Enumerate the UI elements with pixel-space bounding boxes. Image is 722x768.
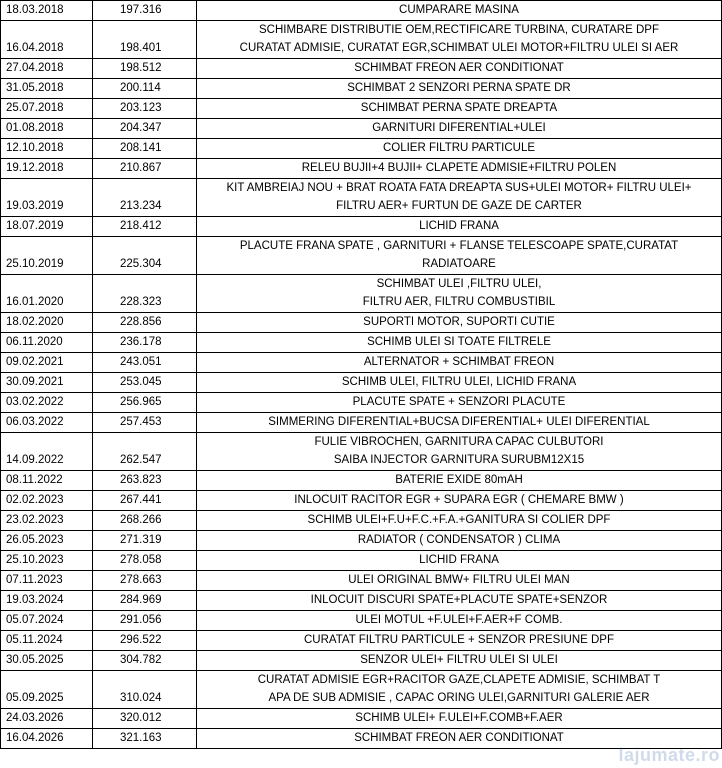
description-cell: PLACUTE FRANA SPATE , GARNITURI + FLANSE TELESCOAPE SPATE,CURATAT RADIATOARE — [197, 237, 722, 275]
date-cell: 14.09.2022 — [1, 433, 93, 471]
description-cell: PLACUTE SPATE + SENZORI PLACUTE — [197, 393, 722, 413]
mileage-cell: 271.319 — [93, 531, 197, 551]
description-cell: INLOCUIT DISCURI SPATE+PLACUTE SPATE+SENZOR — [197, 591, 722, 611]
mileage-cell: 228.856 — [93, 313, 197, 333]
description-cell: ULEI ORIGINAL BMW+ FILTRU ULEI MAN — [197, 571, 722, 591]
description-cell: SUPORTI MOTOR, SUPORTI CUTIE — [197, 313, 722, 333]
description-cell: KIT AMBREIAJ NOU + BRAT ROATA FATA DREAPTA SUS+ULEI MOTOR+ FILTRU ULEI+ FILTRU AER+ FURTUN DE GAZE DE CARTER — [197, 179, 722, 217]
mileage-cell: 256.965 — [93, 393, 197, 413]
table-row — [1, 433, 722, 471]
date-cell: 25.10.2019 — [1, 237, 93, 275]
description-cell: INLOCUIT RACITOR EGR + SUPARA EGR ( CHEMARE BMW ) — [197, 491, 722, 511]
date-cell: 02.02.2023 — [1, 491, 93, 511]
mileage-cell: 210.867 — [93, 159, 197, 179]
date-cell: 01.08.2018 — [1, 119, 93, 139]
description-cell: RELEU BUJII+4 BUJII+ CLAPETE ADMISIE+FILTRU POLEN — [197, 159, 722, 179]
table-row — [1, 59, 722, 79]
date-cell: 03.02.2022 — [1, 393, 93, 413]
date-cell: 16.04.2018 — [1, 21, 93, 59]
description-cell: SCHIMBAT PERNA SPATE DREAPTA — [197, 99, 722, 119]
date-cell: 19.03.2019 — [1, 179, 93, 217]
date-cell: 06.11.2020 — [1, 333, 93, 353]
date-cell: 26.05.2023 — [1, 531, 93, 551]
description-cell: CURATAT ADMISIE EGR+RACITOR GAZE,CLAPETE ADMISIE, SCHIMBAT T APA DE SUB ADMISIE , CAPAC ORING ULEI,GARNITURI GALERIE AER — [197, 671, 722, 709]
description-cell: CUMPARARE MASINA — [197, 1, 722, 21]
table-row — [1, 611, 722, 631]
table-row — [1, 119, 722, 139]
mileage-cell: 197.316 — [93, 1, 197, 21]
mileage-cell: 203.123 — [93, 99, 197, 119]
description-cell: LICHID FRANA — [197, 551, 722, 571]
table-row — [1, 571, 722, 591]
mileage-cell: 204.347 — [93, 119, 197, 139]
table-row — [1, 631, 722, 651]
table-row — [1, 729, 722, 749]
table-row — [1, 333, 722, 353]
description-cell: SCHIMB ULEI+F.U+F.C.+F.A.+GANITURA SI COLIER DPF — [197, 511, 722, 531]
description-cell: SCHIMBAT 2 SENZORI PERNA SPATE DR — [197, 79, 722, 99]
description-cell: SCHIMB ULEI+ F.ULEI+F.COMB+F.AER — [197, 709, 722, 729]
description-cell: ALTERNATOR + SCHIMBAT FREON — [197, 353, 722, 373]
table-row — [1, 179, 722, 217]
service-log-body — [1, 1, 722, 749]
date-cell: 19.12.2018 — [1, 159, 93, 179]
date-cell: 05.07.2024 — [1, 611, 93, 631]
date-cell: 24.03.2026 — [1, 709, 93, 729]
description-cell: SCHIMB ULEI, FILTRU ULEI, LICHID FRANA — [197, 373, 722, 393]
description-cell: RADIATOR ( CONDENSATOR ) CLIMA — [197, 531, 722, 551]
table-row — [1, 159, 722, 179]
mileage-cell: 320.012 — [93, 709, 197, 729]
description-cell: FULIE VIBROCHEN, GARNITURA CAPAC CULBUTORI SAIBA INJECTOR GARNITURA SURUBM12X15 — [197, 433, 722, 471]
date-cell: 16.01.2020 — [1, 275, 93, 313]
table-row — [1, 353, 722, 373]
table-row — [1, 671, 722, 709]
date-cell: 08.11.2022 — [1, 471, 93, 491]
date-cell: 19.03.2024 — [1, 591, 93, 611]
mileage-cell: 262.547 — [93, 433, 197, 471]
date-cell: 27.04.2018 — [1, 59, 93, 79]
date-cell: 09.02.2021 — [1, 353, 93, 373]
mileage-cell: 200.114 — [93, 79, 197, 99]
mileage-cell: 278.058 — [93, 551, 197, 571]
mileage-cell: 228.323 — [93, 275, 197, 313]
table-row — [1, 551, 722, 571]
description-cell: SCHIMBAT ULEI ,FILTRU ULEI, FILTRU AER, FILTRU COMBUSTIBIL — [197, 275, 722, 313]
table-row — [1, 139, 722, 159]
site-watermark: lajumate.ro — [618, 745, 720, 765]
table-row — [1, 471, 722, 491]
mileage-cell: 253.045 — [93, 373, 197, 393]
description-cell: BATERIE EXIDE 80mAH — [197, 471, 722, 491]
table-row — [1, 237, 722, 275]
date-cell: 18.02.2020 — [1, 313, 93, 333]
table-row — [1, 21, 722, 59]
description-cell: SCHIMBAT FREON AER CONDITIONAT — [197, 59, 722, 79]
table-row — [1, 709, 722, 729]
table-row — [1, 373, 722, 393]
date-cell: 31.05.2018 — [1, 79, 93, 99]
date-cell: 12.10.2018 — [1, 139, 93, 159]
date-cell: 25.07.2018 — [1, 99, 93, 119]
description-cell: SIMMERING DIFERENTIAL+BUCSA DIFERENTIAL+ ULEI DIFERENTIAL — [197, 413, 722, 433]
mileage-cell: 304.782 — [93, 651, 197, 671]
table-row — [1, 393, 722, 413]
mileage-cell: 296.522 — [93, 631, 197, 651]
date-cell: 07.11.2023 — [1, 571, 93, 591]
table-row — [1, 531, 722, 551]
date-cell: 18.03.2018 — [1, 1, 93, 21]
date-cell: 23.02.2023 — [1, 511, 93, 531]
description-cell: LICHID FRANA — [197, 217, 722, 237]
description-cell: SCHIMB ULEI SI TOATE FILTRELE — [197, 333, 722, 353]
mileage-cell: 218.412 — [93, 217, 197, 237]
date-cell: 30.09.2021 — [1, 373, 93, 393]
mileage-cell: 291.056 — [93, 611, 197, 631]
description-cell: GARNITURI DIFERENTIAL+ULEI — [197, 119, 722, 139]
mileage-cell: 310.024 — [93, 671, 197, 709]
table-row — [1, 491, 722, 511]
mileage-cell: 236.178 — [93, 333, 197, 353]
table-row — [1, 99, 722, 119]
table-row — [1, 651, 722, 671]
mileage-cell: 267.441 — [93, 491, 197, 511]
mileage-cell: 208.141 — [93, 139, 197, 159]
mileage-cell: 213.234 — [93, 179, 197, 217]
description-cell: CURATAT FILTRU PARTICULE + SENZOR PRESIUNE DPF — [197, 631, 722, 651]
description-cell: COLIER FILTRU PARTICULE — [197, 139, 722, 159]
table-row — [1, 275, 722, 313]
date-cell: 25.10.2023 — [1, 551, 93, 571]
table-row — [1, 217, 722, 237]
date-cell: 05.11.2024 — [1, 631, 93, 651]
table-row — [1, 313, 722, 333]
date-cell: 16.04.2026 — [1, 729, 93, 749]
description-cell: ULEI MOTUL +F.ULEI+F.AER+F COMB. — [197, 611, 722, 631]
mileage-cell: 284.969 — [93, 591, 197, 611]
table-row — [1, 79, 722, 99]
date-cell: 06.03.2022 — [1, 413, 93, 433]
table-row — [1, 511, 722, 531]
table-row — [1, 1, 722, 21]
description-cell: SENZOR ULEI+ FILTRU ULEI SI ULEI — [197, 651, 722, 671]
description-cell: SCHIMBAT FREON AER CONDITIONAT — [197, 729, 722, 749]
table-row — [1, 591, 722, 611]
mileage-cell: 268.266 — [93, 511, 197, 531]
mileage-cell: 263.823 — [93, 471, 197, 491]
mileage-cell: 257.453 — [93, 413, 197, 433]
date-cell: 30.05.2025 — [1, 651, 93, 671]
description-cell: SCHIMBARE DISTRIBUTIE OEM,RECTIFICARE TURBINA, CURATARE DPF CURATAT ADMISIE, CURATAT EGR,SCHIMBAT ULEI MOTOR+FILTRU ULEI SI AER — [197, 21, 722, 59]
mileage-cell: 225.304 — [93, 237, 197, 275]
mileage-cell: 198.512 — [93, 59, 197, 79]
date-cell: 05.09.2025 — [1, 671, 93, 709]
date-cell: 18.07.2019 — [1, 217, 93, 237]
mileage-cell: 278.663 — [93, 571, 197, 591]
mileage-cell: 243.051 — [93, 353, 197, 373]
mileage-cell: 321.163 — [93, 729, 197, 749]
mileage-cell: 198.401 — [93, 21, 197, 59]
table-row — [1, 413, 722, 433]
